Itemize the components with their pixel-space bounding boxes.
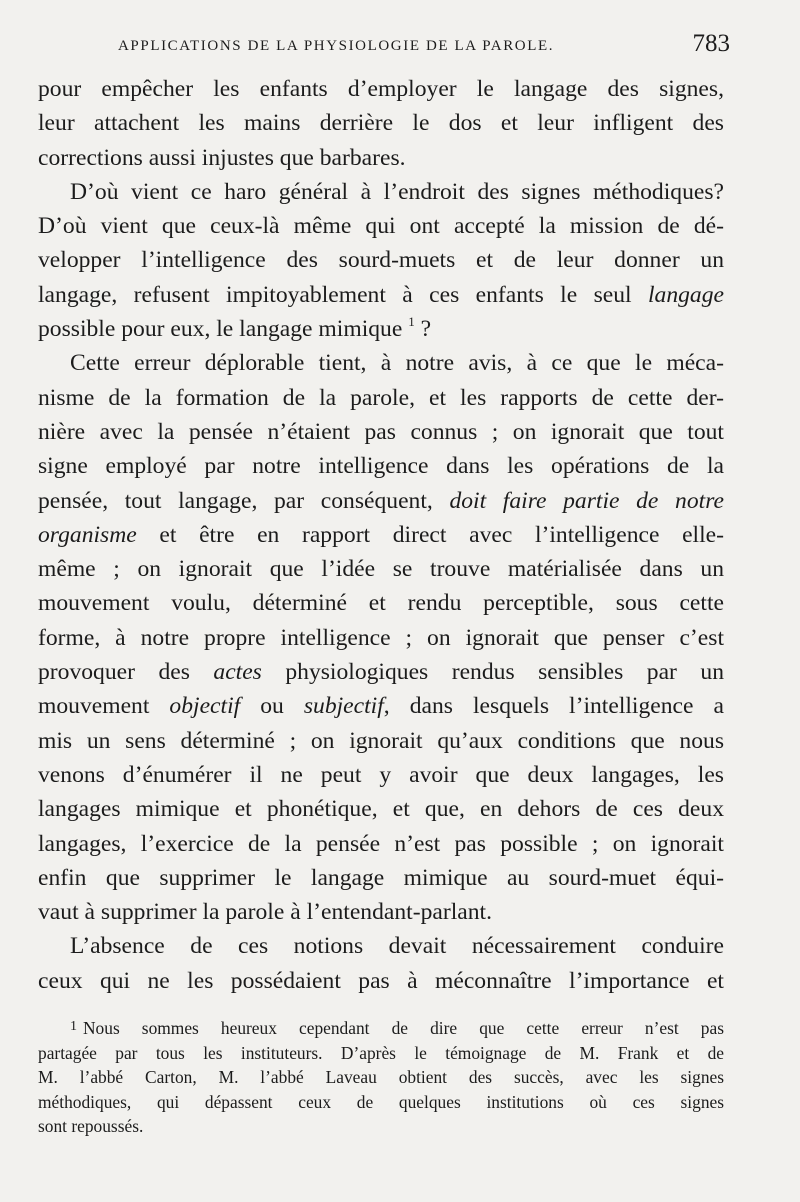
footnote-line: $^1$ Nous sommes heureux cependant de dire que cette erreur n’est pas [70,1018,724,1039]
text-line: nisme de la formation de la parole, et les rapports de cette der- [38,384,724,411]
italic-text: objectif [169,693,241,720]
text-line: mouvement objectif ou subjectif, dans lesquels l’intelligence a [38,693,724,720]
footnote-line: sont repoussés. [38,1116,144,1137]
text-line: pour empêcher les enfants d’employer le langage des signes, [38,76,724,102]
paragraph-3 [38,346,724,929]
text-line: signe employé par notre intelligence dans les opérations de la [38,453,724,480]
text-line: enfin que supprimer le langage mimique au sourd-muet équi- [38,864,724,891]
text-line: L’absence de ces notions devait nécessairement conduire [70,933,724,960]
paragraph-1 [38,72,724,175]
text-line: velopper l’intelligence des sourd-muets et de leur donner un [38,247,724,274]
text-line: provoquer des actes physiologiques rendus sensibles par un [38,659,724,686]
text-line: langages mimique et phonétique, et que, en dehors de ces deux [38,796,724,823]
text-line: organisme et être en rapport direct avec l’intelligence elle- [38,521,724,548]
footnote-reference[interactable]: 1 [408,314,415,330]
text-line: langages, l’exercice de la pensée n’est pas possible ; on ignorait [38,830,724,857]
text-line: leur attachent les mains derrière le dos et leur infligent des [38,110,724,137]
footnote-line: méthodiques, qui dépassent ceux de quelques institutions où ces signes [38,1091,724,1112]
italic-text: doit faire partie de notre [449,487,724,514]
text-line: forme, à notre propre intelligence ; on ignorait que penser c’est [38,624,724,651]
text-line: ceux qui ne les possédaient pas à méconnaître l’importance et [38,967,724,994]
book-page [38,26,730,1139]
text-line: mouvement voulu, déterminé et rendu perceptible, sous cette [38,590,724,617]
text-line: possible pour eux, le langage mimique $^1$ ? [38,314,432,343]
running-title: APPLICATIONS DE LA PHYSIOLOGIE DE LA PAROLE. [118,38,555,54]
text-line: D’où vient ce haro général à l’endroit des signes méthodiques? [70,178,724,205]
body-text [38,72,724,998]
text-line: même ; on ignorait que l’idée se trouve matérialisée dans un [38,556,724,583]
italic-text: actes [213,659,262,686]
italic-text: langage [647,281,724,308]
italic-text: organisme [38,521,137,548]
text-line: Cette erreur déplorable tient, à notre avis, à ce que le méca- [70,350,724,377]
footnote [38,1015,724,1139]
paragraph-4 [38,929,724,998]
text-line: corrections aussi injustes que barbares. [38,144,406,171]
page-number: 783 [692,30,730,57]
text-line: mis un sens déterminé ; on ignorait qu’aux conditions que nous [38,727,724,754]
footnote-line: M. l’abbé Carton, M. l’abbé Laveau obtient des succès, avec les signes [38,1067,724,1088]
footnote-marker: 1 [70,1019,77,1035]
text-line: pensée, tout langage, par conséquent, doit faire partie de notre [38,487,724,514]
running-head [38,26,730,66]
text-line: langage, refusent impitoyablement à ces enfants le seul langage [38,281,724,308]
paragraph-2 [38,175,724,346]
text-line: nière avec la pensée n’étaient pas connus ; on ignorait que tout [38,418,724,445]
footnote-line: partagée par tous les instituteurs. D’après le témoignage de M. Frank et de [38,1042,724,1063]
text-line: vaut à supprimer la parole à l’entendant-parlant. [38,899,492,926]
text-line: D’où vient que ceux-là même qui ont accepté la mission de dé- [38,213,724,240]
text-line: venons d’énumérer il ne peut y avoir que deux langages, les [38,761,724,788]
italic-text: subjectif [303,693,384,720]
